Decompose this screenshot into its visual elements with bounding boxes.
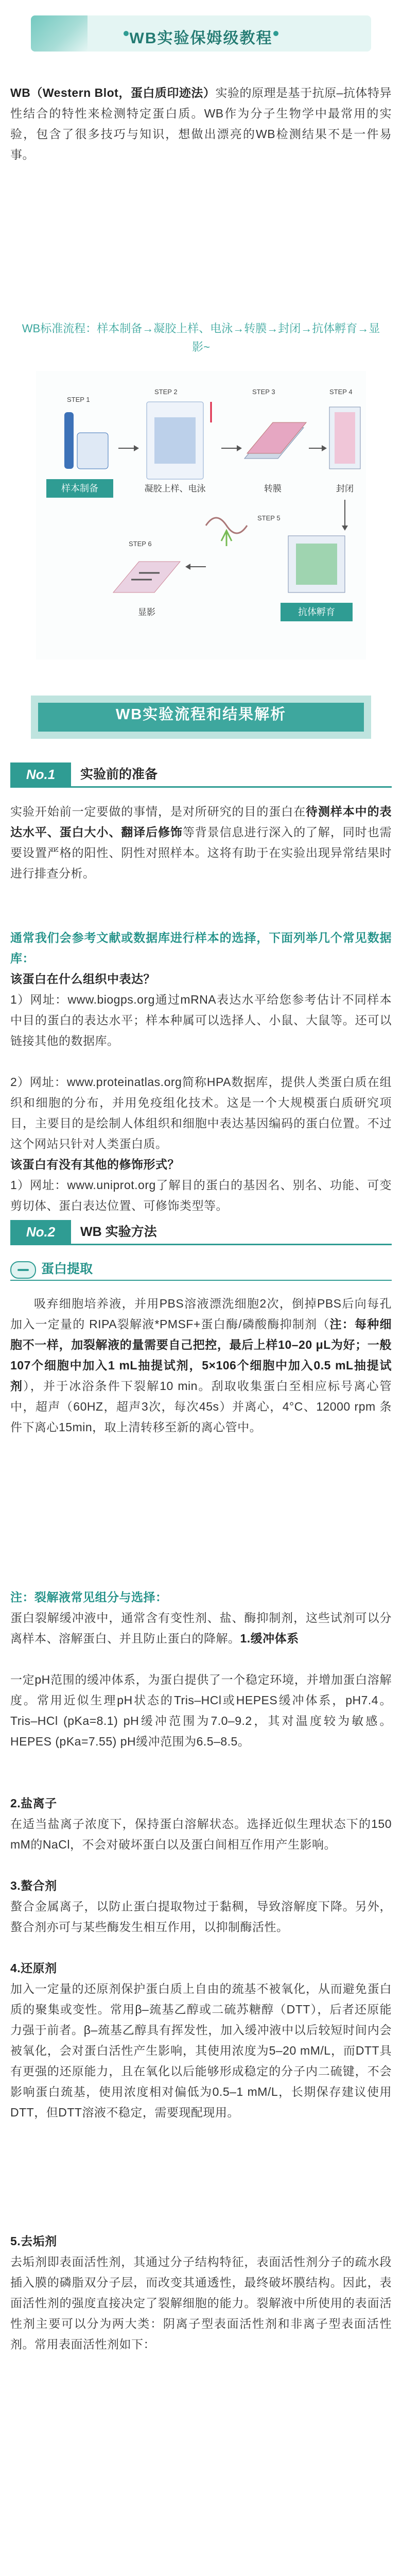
section-title: WB实验流程和结果解析: [115, 706, 287, 723]
buffer-item-title: 1.缓冲体系: [240, 1632, 299, 1645]
db2-text: 2）网址：www.proteinatlas.org简称HPA数据库，提供人类蛋白质在组织和细胞的分布，并用免疫组化技术。这是一个大规模蛋白质研究项目，主要目的是绘制人体组织和细胞中表达基因编码的蛋白位置。不过这个网站只针对人类蛋白质。: [10, 1075, 392, 1150]
gel-icon: [154, 417, 196, 464]
db3-text: 1）网址：www.uniprot.org了解目的蛋白的基因名、别名、功能、可变剪切体、蛋白表达位置、可修饰类型等。: [10, 1178, 392, 1212]
workflow-figure: [36, 371, 366, 659]
buffer-paragraph: [10, 1669, 392, 1752]
step-5-label: 抗体孵育: [298, 607, 335, 617]
no1-paragraph-1: [10, 801, 392, 884]
arrow-2-head: [237, 445, 242, 451]
extraction-underline: [10, 1280, 392, 1281]
step-6: [113, 540, 180, 617]
section-banner: [31, 696, 371, 739]
detergent-title: 5.去垢剂: [10, 2234, 57, 2248]
no1-badge: No.1: [10, 762, 71, 786]
no2-heading: [10, 1220, 392, 1245]
no1-heading: [10, 762, 392, 788]
flow-caption: WB标准流程：样本制备→凝胶上样、电泳→转膜→封闭→抗体孵育→显影~: [22, 322, 380, 353]
no1-p1-a: 实验开始前一定要做的事情，是对所研究的目的蛋白在: [10, 805, 306, 818]
step-6-label: 显影: [138, 607, 155, 617]
extraction-subheading: [10, 1257, 392, 1281]
page-title: WB实验保姆级教程: [129, 30, 273, 47]
step-1-label: 样本制备: [61, 483, 98, 494]
step-4: [329, 388, 360, 494]
arrow-5-head: [185, 564, 190, 570]
step-3-number: STEP 3: [252, 388, 275, 396]
reducer-body: 加入一定量的还原剂保护蛋白质上自由的巯基不被氧化，从而避免蛋白质的聚集或变性。常用β–巯基乙醇或二硫苏糖醇（DTT），后者还原能力强于前者。β–巯基乙醇具有挥发性，加入缓冲液中以后较短时间内会被氧化，会对蛋白活性产生影响，其使用浓度为5–20 mM/L，而DTT具有更强的还原能力，且在氧化以后能够形成稳定的分子内二硫键，不会影响蛋白巯基，使用浓度相对偏低为0.5–1 mM/L，长期保存建议使用DTT，但DTT溶液不稳定，需要现配现用。: [10, 1982, 392, 2119]
chelator-title: 3.螯合剂: [10, 1879, 57, 1892]
tube-icon: [64, 412, 74, 469]
chelator-body: 螯合金属离子，以防止蛋白提取物过于黏稠，导致溶解度下降。另外，螯合剂亦可与某些酶发生相互作用，以抑制酶活性。: [10, 1900, 392, 1934]
q2-heading: 该蛋白有没有其他的修饰形式？: [10, 1158, 180, 1171]
step-4-label: 封闭: [336, 484, 354, 494]
extraction-title: 蛋白提取: [41, 1262, 93, 1276]
film-icon: [113, 562, 180, 592]
extraction-p-a: 吸弃细胞培养液，并用PBS溶液漂洗细胞2次，倒掉PBS后向每孔加入一定量的 RIPA裂解液*PMSF+蛋白酶/磷酸酶抑制剂（: [10, 1297, 392, 1331]
lysis-note-text: 蛋白裂解缓冲液中，通常含有变性剂、盐、酶抑制剂，这些试剂可以分离样本、溶解蛋白、并且防止蛋白的降解。: [10, 1611, 392, 1645]
intro-paragraph: [10, 82, 392, 165]
q1-heading: 该蛋白在什么组织中表达？: [10, 972, 155, 986]
reducer-title: 4.还原剂: [10, 1961, 57, 1975]
extraction-p-b: ），并于冰浴条件下裂解10 min。刮取收集蛋白至相应标号离心管中，超声（60HZ，超声3次，每次45s）并离心，4°C、12000 rpm 条件下离心15min，取上清转移至新的离心管中。: [10, 1379, 392, 1434]
intro-lead: WB（Western Blot，蛋白质印迹法）: [10, 86, 216, 99]
step-2-number: STEP 2: [154, 388, 178, 396]
step-1-number: STEP 1: [67, 396, 90, 403]
db1-text: 1）网址：www.biogps.org通过mRNA表达水平给您参考估计不同样本中目的蛋白的表达水平；样本种属可以选择人、小鼠、大鼠等。还可以链接其他的数据库。: [10, 993, 392, 1047]
minus-pill-icon: [10, 1261, 36, 1279]
step-6-number: STEP 6: [129, 540, 152, 548]
step-3: [244, 388, 306, 494]
extraction-p-bold: 注：每种细胞不一样，加裂解液的量需要自己把控，最后上样10–20 μL为好；一般107个细胞中加入1 mL抽提试剂，5×106个细胞中加入0.5 mL抽提试剂: [10, 1317, 392, 1393]
step-5-number: STEP 5: [257, 514, 281, 522]
detergent-body: 去垢剂即表面活性剂，其通过分子结构特征，表面活性剂分子的疏水段插入膜的磷脂双分子层，而改变其通透性，最终破坏膜结构。因此，表面活性剂的强度直接决定了裂解细胞的能力。裂解液中所使用的表面活性剂主要可以分为两大类：阴离子型表面活性剂和非离子型表面活性剂。常用表面活性剂如下：: [10, 2255, 392, 2351]
no1-p1-b: 等背景信息进行深入的了解，同时也需要设置严格的阳性、阴性对照样本。这将有助于在实验出现异常结果时进行排查分析。: [10, 825, 392, 880]
no2-title: WB 实验方法: [80, 1225, 157, 1239]
no1-title: 实验前的准备: [80, 767, 158, 782]
step-4-number: STEP 4: [329, 388, 353, 396]
arrow-1-head: [134, 445, 139, 451]
salt-title: 2.盐离子: [10, 1797, 57, 1810]
workflow-diagram: [36, 371, 366, 659]
buffer-title: 一定pH范围的缓冲体系，: [10, 1673, 148, 1686]
beaker-icon: [77, 433, 108, 469]
no1-p1-bold: 待测样本中的表达水平、蛋白大小、翻译后修饰: [10, 805, 392, 839]
lysis-note-title: 注：裂解液常见组分与选择：: [10, 1590, 168, 1604]
buffer-body: 为蛋白提供了一个稳定环境，并增加蛋白溶解度。常用近似生理pH状态的Tris–HCl或HEPES缓冲体系，pH7.4。Tris–HCl (pKa=8.1) pH缓冲范围为7.0–9.2，其对温度较为敏感。HEPES (pKa=7.55) pH缓冲范围为6.5–8.5。: [10, 1673, 392, 1748]
extraction-paragraph: [10, 1293, 392, 1437]
lysis-note-body: [10, 1607, 392, 1649]
title-banner: [31, 15, 371, 52]
step-2-label: 凝胶上样、电泳: [144, 484, 206, 494]
step-3-label: 转膜: [264, 484, 282, 494]
step-1: [46, 396, 113, 498]
step-2: [145, 388, 212, 494]
salt-body: 在适当盐离子浓度下，保持蛋白溶解状态。选择近似生理状态下的150 mM的NaCl，不会对破坏蛋白以及蛋白间相互作用产生影响。: [10, 1817, 392, 1851]
step-5: [206, 514, 353, 621]
arrow-4-head: [342, 526, 348, 531]
no2-badge: No.2: [10, 1220, 71, 1244]
no1-paragraph-2: 通常我们会参考文献或数据库进行样本的选择，下面列举几个常见数据库：: [10, 931, 392, 965]
arrow-3-head: [322, 445, 327, 451]
intro-text: 实验的原理是基于抗原–抗体特异性结合的特性来检测特定蛋白质。WB作为分子生物学中最常用的实验，包含了很多技巧与知识，想做出漂亮的WB检测结果不是一件易事。: [10, 86, 392, 161]
